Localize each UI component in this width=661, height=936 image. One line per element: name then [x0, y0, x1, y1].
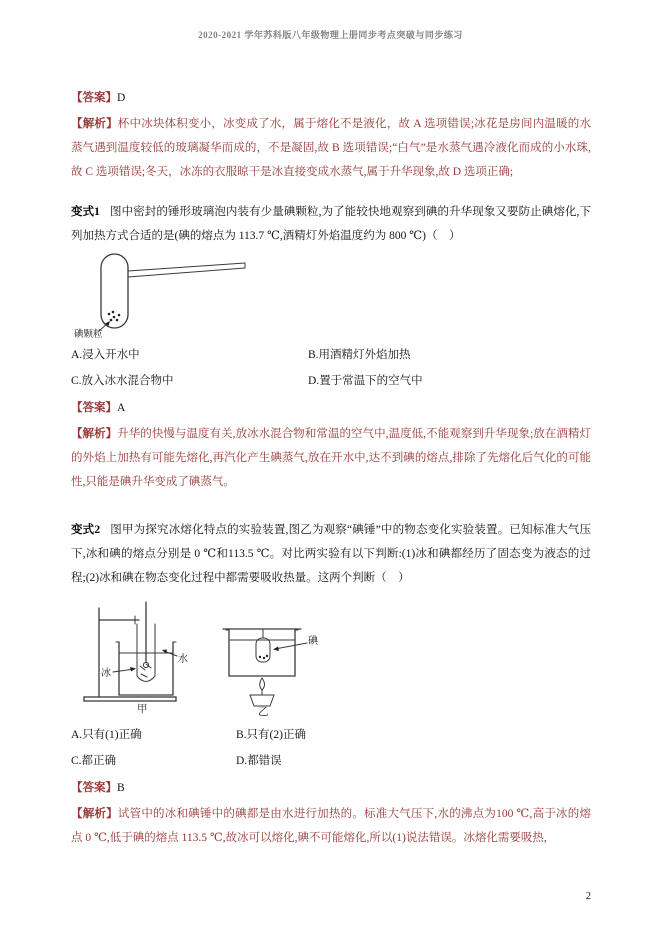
analysis-label: 【解析】: [71, 428, 118, 440]
v1-stem-text: 图中密封的锤形玻璃泡内装有少量碘颗粒,为了能较快地观察到碘的升华现象又要防止碘熔化,下列加热方式合适的是(碘的熔点为 113.7 ℃,酒精灯外焰温度约为 800 ℃)（ ）: [71, 206, 592, 242]
option-a: A.浸入开水中: [71, 349, 140, 361]
page-number: 2: [585, 891, 591, 902]
v1-question-stem: [71, 200, 591, 248]
option-b: B.用酒精灯外焰加热: [308, 349, 411, 361]
figure-melting-experiments: [79, 596, 347, 716]
answer-value: B: [117, 782, 125, 794]
v2-analysis: [71, 802, 591, 850]
q1-answer-line: [71, 86, 591, 110]
option-c: C.都正确: [71, 755, 117, 767]
answer-value: D: [117, 92, 126, 104]
v1-answer-line: [71, 396, 591, 420]
v2-stem-text: 图甲为探究冰熔化特点的实验装置,图乙为观察“碘锤”中的物态变化实验装置。已知标准大气压下,冰和碘的熔点分别是 0 ℃和113.5 ℃。对比两实验有以下判断:(1)冰和碘都经历了固态变为液态的过程;(2)冰和碘在物态变化过程中都需要吸收热量。这两个判断（ ）: [71, 524, 591, 584]
apparatus-yi-label: 乙: [258, 707, 269, 716]
analysis-label: 【解析】: [71, 808, 118, 820]
iodine-particles-label: 碘颗粒: [74, 330, 103, 340]
answer-label: 【答案】: [71, 92, 117, 104]
v1-analysis: [71, 422, 591, 494]
v1-options-row-1: [71, 342, 591, 368]
apparatus-jia-label: 甲: [137, 704, 148, 715]
v2-label: 变式2: [71, 524, 101, 536]
v1-options-row-2: [71, 368, 591, 394]
iodine-label: 碘: [308, 636, 318, 647]
q1-analysis: [71, 112, 591, 184]
v1-label: 变式1: [71, 206, 100, 218]
analysis-text: 试管中的冰和碘锤中的碘都是由水进行加热的。标准大气压下,水的沸点为100 ℃,高于冰的熔点 0 ℃,低于碘的熔点 113.5 ℃,故冰可以熔化,碘不可能熔化,所以(1)说法错误。冰熔化需要吸热,: [71, 808, 591, 844]
v2-question-stem: [71, 518, 591, 590]
v2-options-row-2: [71, 748, 591, 774]
ice-label: 冰: [101, 668, 111, 679]
figure-iodine-sealed-tube: [73, 252, 263, 340]
option-a: A.只有(1)正确: [71, 729, 142, 741]
option-b: B.只有(2)正确: [236, 729, 306, 741]
v2-answer-line: [71, 776, 591, 800]
answer-value: A: [117, 402, 126, 414]
option-d: D.都错误: [236, 755, 282, 767]
option-d: D.置于常温下的空气中: [308, 375, 423, 387]
analysis-text: 杯中冰块体积变小，冰变成了水，属于熔化不是液化，故 A 选项错误;冰花是房间内温暖的水蒸气遇到温度较低的玻璃凝华而成的，不是凝固,故 B 选项错误;“白气”是水蒸气遇冷液化而成的小水珠,故 C 选项错误;冬天，冰冻的衣服晾干是冰直接变成水蒸气,属于升华现象,故 D 选项正确;: [71, 118, 591, 178]
water-label: 水: [178, 654, 188, 665]
answer-label: 【答案】: [71, 782, 117, 794]
page-content: [71, 86, 591, 850]
analysis-label: 【解析】: [71, 118, 118, 130]
analysis-text: 升华的快慢与温度有关,放冰水混合物和常温的空气中,温度低,不能观察到升华现象;放在酒精灯的外焰上加热有可能先熔化,再汽化产生碘蒸气,放在开水中,达不到碘的熔点,排除了先熔化后气化的可能性,只能是碘升华变成了碘蒸气。: [71, 428, 591, 488]
option-c: C.放入冰水混合物中: [71, 375, 174, 387]
page-header: 2020-2021 学年苏科版八年级物理上册同步考点突破与同步练习: [198, 30, 463, 40]
answer-label: 【答案】: [71, 402, 117, 414]
v2-options-row-1: [71, 722, 591, 748]
